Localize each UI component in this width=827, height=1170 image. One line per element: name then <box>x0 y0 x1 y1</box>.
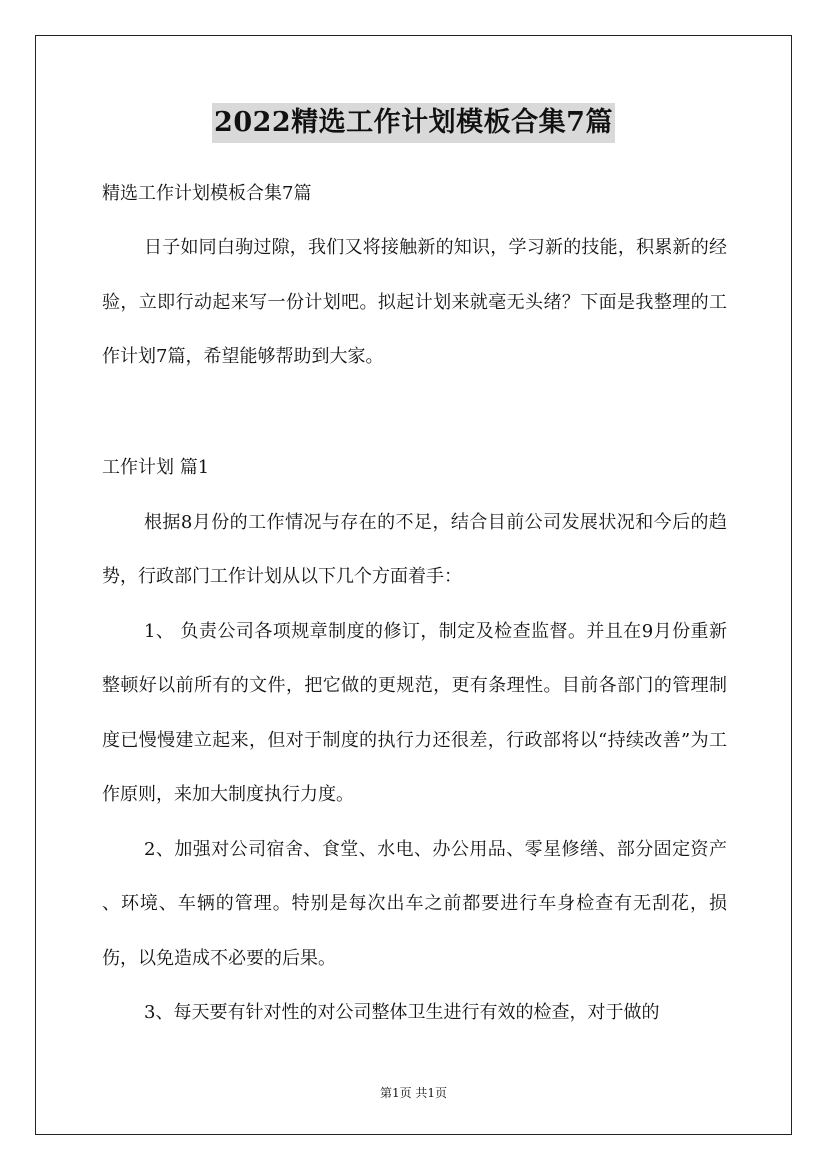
section-paragraph-3: 2、加强对公司宿舍、食堂、水电、办公用品、零星修缮、部分固定资产 、环境、车辆的管理。特别是每次出车之前都要进行车身检查有无刮花，损伤，以免造成不必要的后果。 <box>102 838 727 969</box>
document-subtitle: 精选工作计划模板合集7篇 <box>102 183 312 204</box>
section-paragraph-1: 根据8月份的工作情况与存在的不足，结合目前公司发展状况和今后的趋势，行政部门工作计划从以下几个方面着手： <box>102 511 727 587</box>
section-paragraph-4: 3、每天要有针对性的对公司整体卫生进行有效的检查，对于做的 <box>144 1002 660 1023</box>
section-paragraph-2: 1、 负责公司各项规章制度的修订，制定及检查监督。并且在9月份重新整顿好以前所有的文件，把它做的更规范，更有条理性。目前各部门的管理制度已慢慢建立起来，但对于制度的执行力还很差，行政部将以“持续改善”为工作原则，来加大制度执行力度。 <box>102 620 727 805</box>
section-heading: 工作计划 篇1 <box>102 456 210 478</box>
document-title: 2022精选工作计划模板合集7篇 <box>212 103 615 143</box>
intro-paragraph: 日子如同白驹过隙，我们又将接触新的知识，学习新的技能，积累新的经验，立即行动起来写一份计划吧。拟起计划来就毫无头绪？下面是我整理的工作计划7篇，希望能够帮助到大家。 <box>102 237 727 367</box>
document-body <box>102 175 727 1041</box>
document-title-wrap <box>0 103 827 143</box>
page-footer: 第1页 共1页 <box>379 1086 448 1100</box>
